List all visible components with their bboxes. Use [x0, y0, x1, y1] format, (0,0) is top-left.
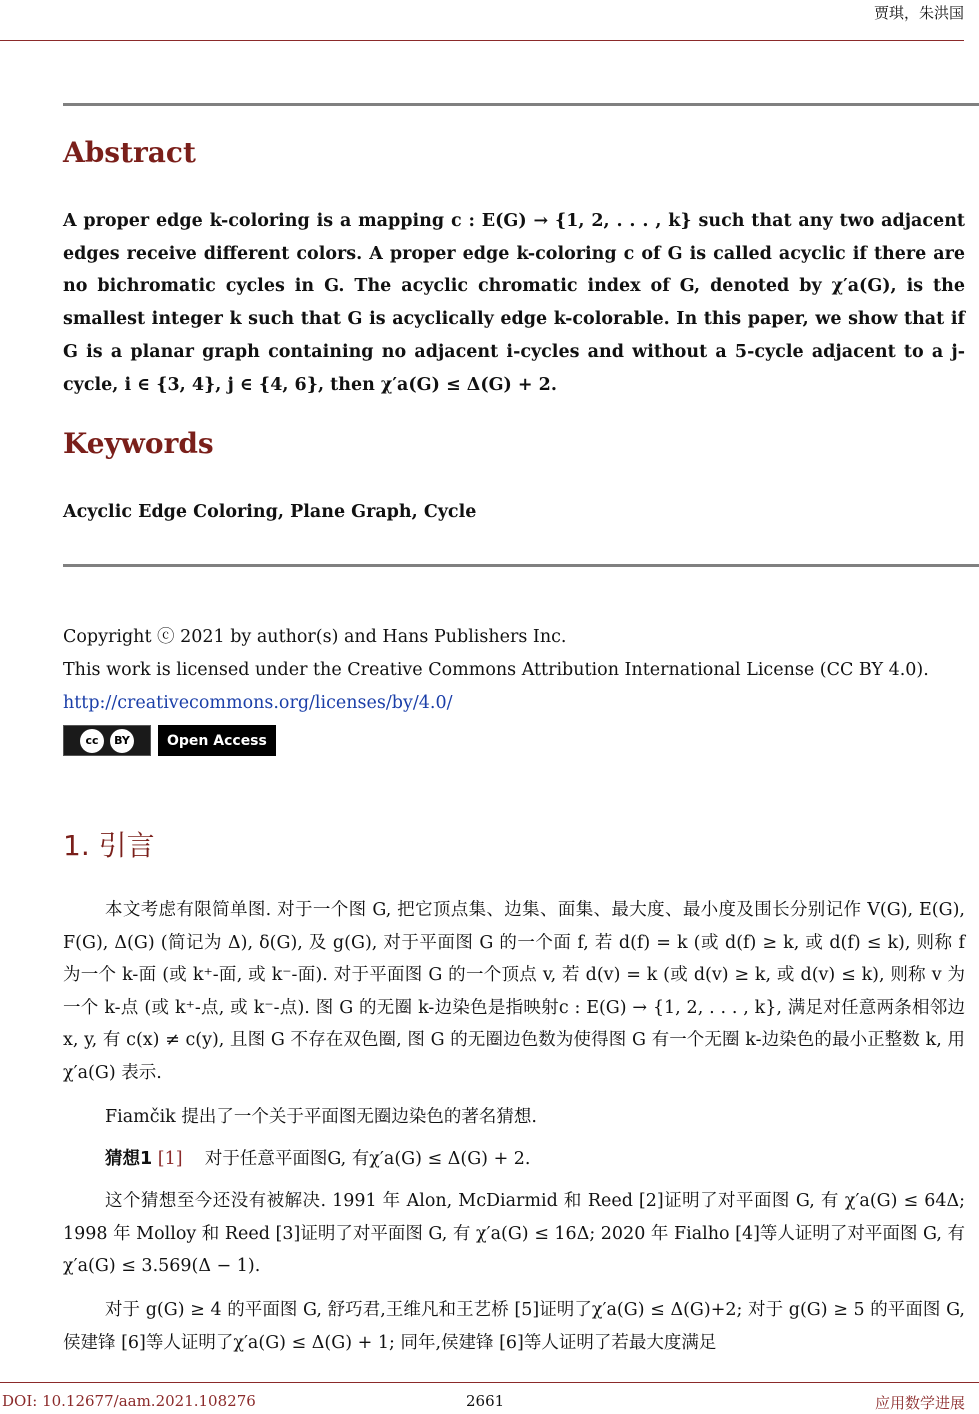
abstract-text: A proper edge k-coloring is a mapping c : E(G) → {1, 2, . . . , k} such that any two adjacent edges receive different colors. A proper edge k-coloring c of G is called acyclic if there are no bichromatic cycles in G. The acyclic chromatic index of G, denoted by χ′a(G), is the smallest integer k such that G is acyclically edge k-colorable. In this paper, we show that if G is a planar graph containing no adjacent i-cycles and without a 5-cycle adjacent to a j-cycle, i ∈ {3, 4}, j ∈ {4, 6}, then χ′a(G) ≤ Δ(G) + 2.: [63, 211, 965, 395]
conjecture-reference[interactable]: [1]: [157, 1149, 183, 1169]
journal-name: 应用数学进展: [874, 1394, 965, 1412]
intro-paragraph-3: 这个猜想至今还没有被解决. 1991 年 Alon, McDiarmid 和 Reed [2]证明了对平面图 G, 有 χ′a(G) ≤ 64Δ; 1998 年 Molloy 和 Reed [3]证明了对平面图 G, 有 χ′a(G) ≤ 16Δ; 2020 年 Fialho [4]等人证明了对平面图 G, 有 χ′a(G) ≤ 3.569(Δ − 1).: [63, 1191, 965, 1276]
license-link[interactable]: http://creativecommons.org/licenses/by/4.0/: [63, 693, 453, 713]
header-rule: [0, 40, 964, 41]
conjecture-1: [105, 1143, 965, 1176]
intro-paragraph-2: Fiamčik 提出了一个关于平面图无圈边染色的著名猜想.: [105, 1107, 537, 1127]
copyright-block: [63, 621, 973, 720]
abstract-heading: Abstract: [63, 136, 196, 169]
cc-by-badge[interactable]: [63, 725, 151, 756]
page-number: 2661: [466, 1392, 505, 1410]
conjecture-statement: 对于任意平面图G, 有χ′a(G) ≤ Δ(G) + 2.: [204, 1149, 531, 1169]
keywords-bottom-rule: [63, 564, 979, 567]
license-badges: [63, 725, 276, 756]
by-icon: BY: [110, 729, 134, 753]
copyright-line: Copyright ⓒ 2021 by author(s) and Hans Publishers Inc.: [63, 627, 567, 647]
cc-icon: cc: [80, 729, 104, 753]
keywords-heading: Keywords: [63, 427, 214, 460]
footer-doi[interactable]: DOI: 10.12677/aam.2021.108276: [2, 1392, 256, 1410]
intro-paragraph-1: 本文考虑有限简单图. 对于一个图 G, 把它顶点集、边集、面集、最大度、最小度及围长分别记作 V(G), E(G), F(G), Δ(G) (简记为 Δ), δ(G), 及 g(G), 对于平面图 G 的一个面 f, 若 d(f) = k (或 d(f) ≥ k, 或 d(f) ≤ k), 则称 f 为一个 k-面 (或 k⁺-面, 或 k⁻-面). 对于平面图 G 的一个顶点 v, 若 d(v) = k (或 d(v) ≥ k, 或 d(v) ≤ k), 则称 v 为一个 k-点 (或 k⁺-点, 或 k⁻-点). 图 G 的无圈 k-边染色是指映射c : E(G) → {1, 2, . . . , k}, 满足对任意两条相邻边 x, y, 有 c(x) ≠ c(y), 且图 G 不存在双色圈, 图 G 的无圈边色数为使得图 G 有一个无圈 k-边染色的最小正整数 k, 用 χ′a(G) 表示.: [63, 900, 965, 1083]
keywords-text: Acyclic Edge Coloring, Plane Graph, Cycle: [63, 502, 477, 522]
footer-rule: [0, 1382, 979, 1383]
open-access-badge[interactable]: Open Access: [158, 725, 276, 756]
abstract-top-rule: [63, 103, 979, 106]
running-header-authors: 贾琪，朱洪国: [873, 4, 964, 22]
intro-paragraph-4: 对于 g(G) ≥ 4 的平面图 G, 舒巧君,王维凡和王艺桥 [5]证明了χ′a(G) ≤ Δ(G)+2; 对于 g(G) ≥ 5 的平面图 G, 侯建锋 [6]等人证明了χ′a(G) ≤ Δ(G) + 1; 同年,侯建锋 [6]等人证明了若最大度满足: [63, 1300, 965, 1353]
conjecture-label: 猜想1: [105, 1149, 153, 1169]
license-line: This work is licensed under the Creative Commons Attribution International License (CC BY 4.0).: [63, 660, 929, 680]
intro-heading: 1. 引言: [63, 829, 155, 862]
